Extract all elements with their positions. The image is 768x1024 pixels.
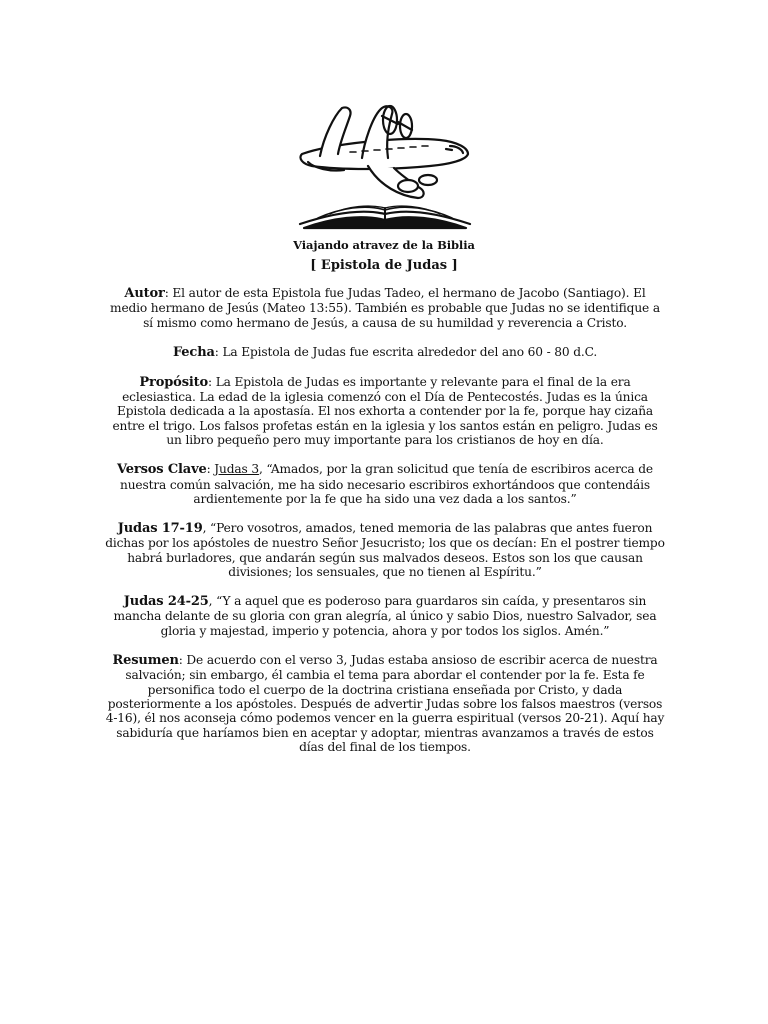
section-label: Judas 24-25 — [123, 594, 209, 609]
section-text: , “Y a aquel que es poderoso para guardaros sin caída, y presentaros sin mancha delante de su gloria con gran alegría, al único y sabio Dios, nuestro Salvador, sea gloria y majestad, imperio y potencia, ahora y por todos los siglos. Amén.” — [113, 594, 657, 638]
scripture-reference-link[interactable]: Judas 3 — [214, 462, 259, 477]
section-fecha — [105, 345, 665, 360]
section-label: Resumen — [112, 652, 179, 668]
section-text: , “Pero vosotros, amados, tened memoria de las palabras que antes fueron dichas por los apóstoles de nuestro Señor Jesucristo; los que os decían: En el postrer tiempo habrá burladores, que andarán según sus malvados deseos. Estos son los que causan divisiones; los sensuales, que no tienen al Espíritu.” — [105, 520, 665, 580]
section-text: : La Epistola de Judas es importante y relevante para el final de la era eclesiastica. La edad de la iglesia comenzó con el Día de Pentecostés. Judas es la única Epistola dedicada a la apostasía. El nos exhorta a contender por la fe, porque hay cizaña entre el trigo. Los falsos profetas están en la iglesia y los santos están en peligro. Judas es un libro pequeño pero muy importante para los cristianos de hoy en día. — [112, 374, 658, 448]
section-label: Judas 17-19 — [117, 520, 203, 536]
section-text: : De acuerdo con el verso 3, Judas estaba ansioso de escribir acerca de nuestra salvación; sin embargo, él cambia el tema para abordar el contender por la fe. Esta fe personifica todo el cuerpo de la doctrina cristiana enseñada por Cristo, y dada posteriormente a los apóstoles. Después de advertir Judas sobre los falsos maestros (versos 4-16), él nos aconseja cómo podemos vencer en la guerra espiritual (versos 20-21). Aquí hay sabiduría que haríamos bien en aceptar y adoptar, mientras avanzamos a través de estos días del final de los tiempos. — [105, 652, 665, 755]
section-text: : La Epistola de Judas fue escrita alrededor del ano 60 - 80 d.C. — [214, 344, 598, 359]
airplane-over-bible-icon — [290, 96, 480, 236]
section-judas-17-19 — [105, 521, 665, 580]
document-body — [105, 286, 665, 769]
section-judas-24-25 — [105, 594, 665, 638]
section-text: : El autor de esta Epistola fue Judas Tadeo, el hermano de Jacobo (Santiago). El medio hermano de Jesús (Mateo 13:55). También es probable que Judas no se identifique a sí mismo como hermano de Jesús, a causa de su humildad y reverencia a Cristo. — [110, 286, 660, 330]
section-label: Autor — [124, 286, 165, 301]
section-versos-clave — [105, 462, 665, 506]
section-label: Versos Clave — [117, 462, 207, 478]
series-subtitle: Viajando atravez de la Biblia — [293, 238, 475, 252]
section-text: , “Amados, por la gran solicitud que tenía de escribiros acerca de nuestra común salvación, me ha sido necesario escribiros exhortándoos que contendáis ardientemente por la fe que ha sido una vez dada a los santos.” — [120, 462, 653, 506]
section-resumen — [105, 653, 665, 755]
section-label: Propósito — [139, 374, 209, 390]
section-label: Fecha — [172, 344, 215, 360]
section-separator: : — [206, 462, 215, 477]
page-title: [ Epistola de Judas ] — [310, 258, 458, 273]
section-autor — [105, 286, 665, 330]
section-proposito — [105, 375, 665, 448]
